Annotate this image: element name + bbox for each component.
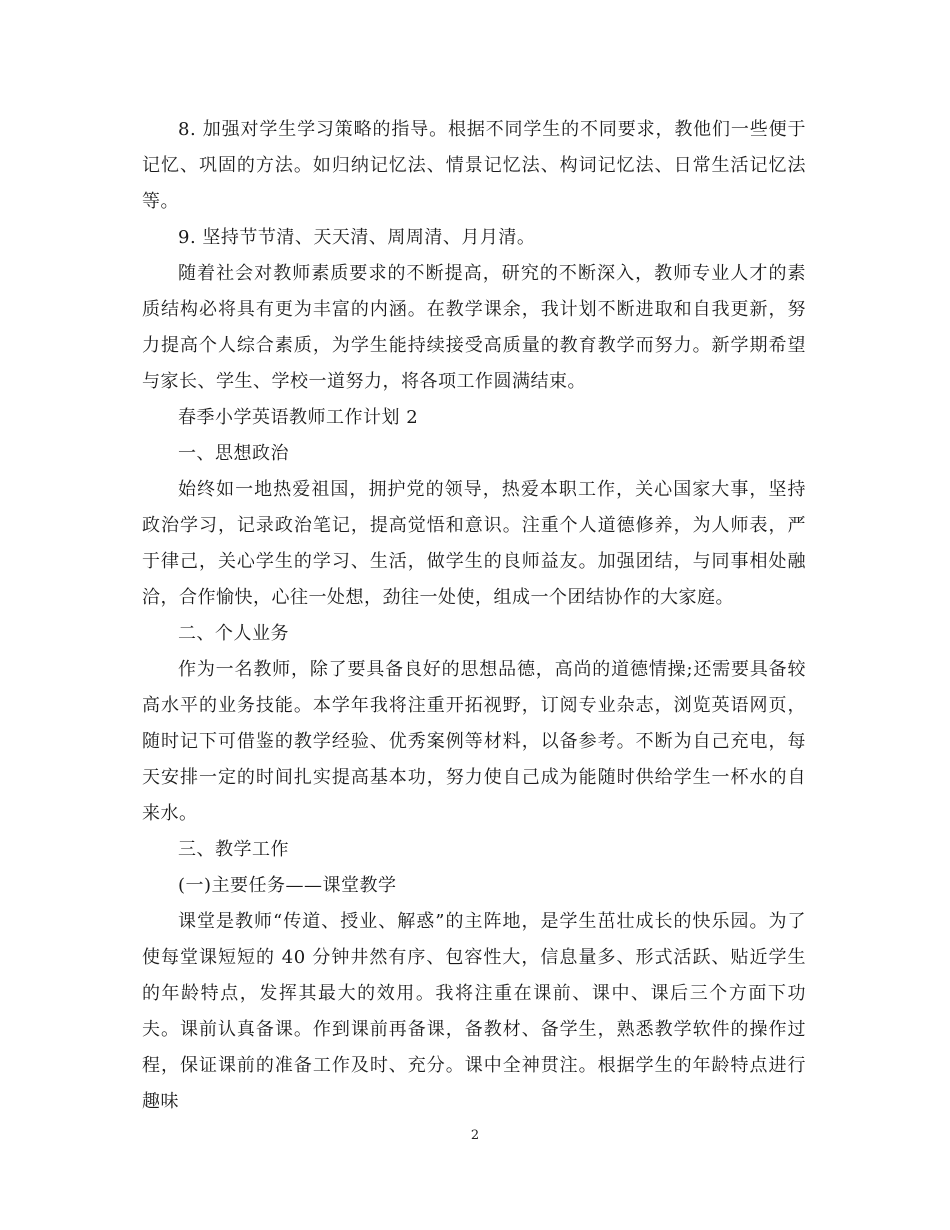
paragraph-strategy-guidance: 8. 加强对学生学习策略的指导。根据不同学生的不同要求，教他们一些便于记忆、巩固的方法。如归纳记忆法、情景记忆法、构词记忆法、日常生活记忆法等。 — [142, 119, 806, 212]
heading-ideology-politics: 一、思想政治 — [178, 443, 289, 464]
heading-teaching-work: 三、教学工作 — [178, 839, 289, 860]
section-title-plan-2: 春季小学英语教师工作计划 2 — [178, 407, 419, 428]
document-body — [142, 112, 806, 1120]
paragraph-ideology: 始终如一地热爱祖国，拥护党的领导，热爱本职工作，关心国家大事，坚持政治学习，记录政治笔记，提高觉悟和意识。注重个人道德修养，为人师表，严于律己，关心学生的学习、生活，做学生的良师益友。加强团结，与同事相处融洽，合作愉快，心往一处想，劲往一处使，组成一个团结协作的大家庭。 — [142, 479, 806, 608]
paragraph-personal-business: 作为一名教师，除了要具备良好的思想品德，高尚的道德情操;还需要具备较高水平的业务技能。本学年我将注重开拓视野，订阅专业杂志，浏览英语网页，随时记下可借鉴的教学经验、优秀案例等材料，以备参考。不断为自己充电，每天安排一定的时间扎实提高基本功，努力使自己成为能随时供给学生一杯水的自来水。 — [142, 659, 806, 824]
heading-personal-business: 二、个人业务 — [178, 623, 289, 644]
subheading-main-task: (一)主要任务——课堂教学 — [178, 875, 397, 896]
paragraph-teacher-quality: 随着社会对教师素质要求的不断提高，研究的不断深入，教师专业人才的素质结构必将具有更为丰富的内涵。在教学课余，我计划不断进取和自我更新，努力提高个人综合素质，为学生能持续接受高质量的教育教学而努力。新学期希望与家长、学生、学校一道努力，将各项工作圆满结束。 — [142, 263, 806, 392]
paragraph-daily-review: 9. 坚持节节清、天天清、周周清、月月清。 — [178, 227, 536, 248]
page-number: 2 — [470, 1128, 480, 1143]
paragraph-classroom-teaching: 课堂是教师“传道、授业、解惑”的主阵地，是学生茁壮成长的快乐园。为了使每堂课短短的 40 分钟井然有序、包容性大，信息量多、形式活跃、贴近学生的年龄特点，发挥其最大的效用。我将注重在课前、课中、课后三个方面下功夫。课前认真备课。作到课前再备课，备教材、备学生，熟悉教学软件的操作过程，保证课前的准备工作及时、充分。课中全神贯注。根据学生的年龄特点进行趣味 — [142, 911, 806, 1112]
